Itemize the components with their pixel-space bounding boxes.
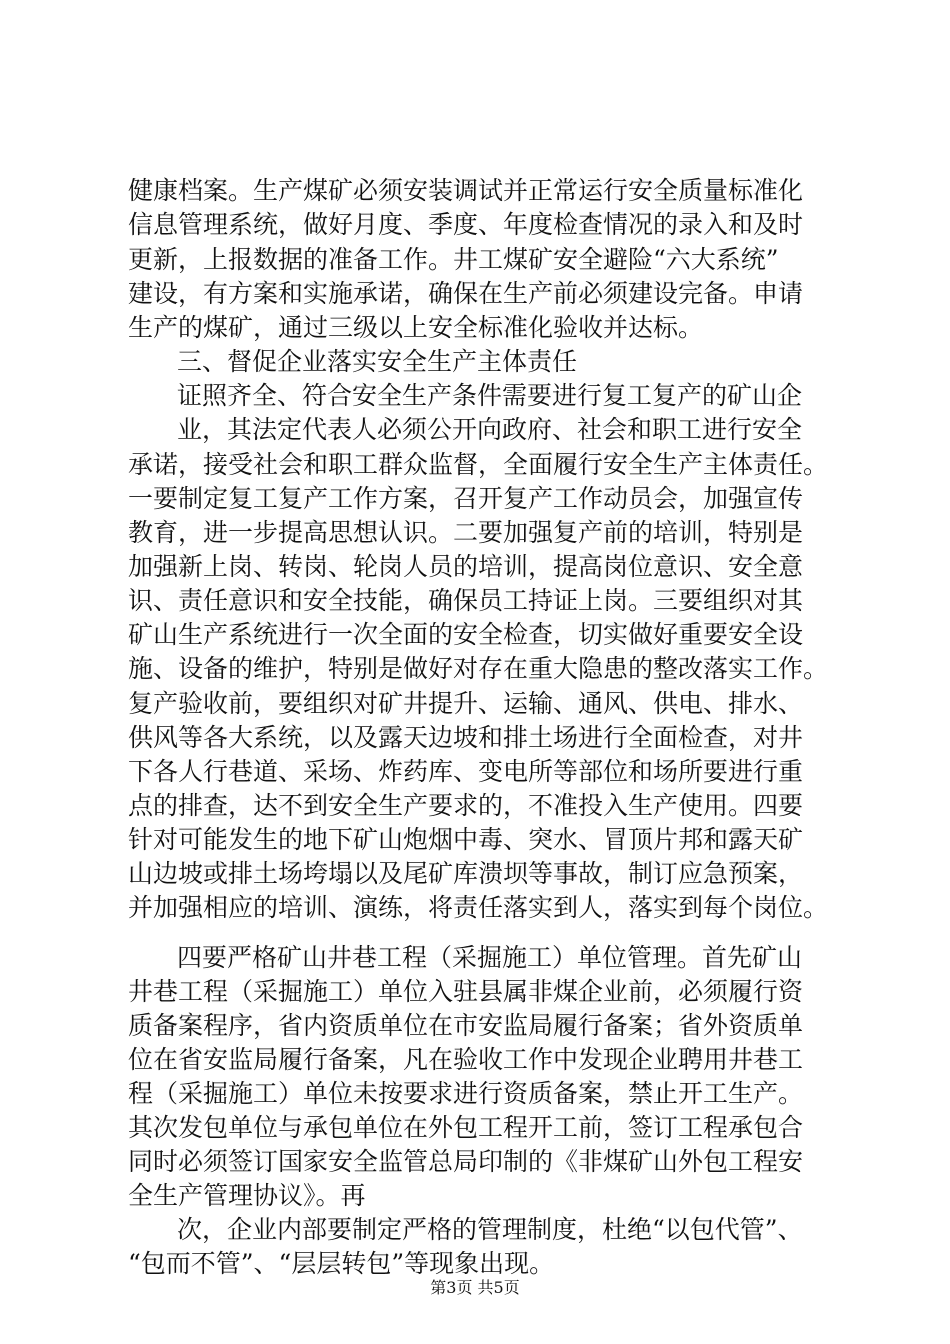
body-text-line: “包而不管”、“层层转包”等现象出现。 [128, 1249, 555, 1278]
body-text-line: 建设，有方案和实施承诺，确保在生产前必须建设完备。申请 [128, 279, 804, 308]
page-footer: 第3页 共5页 [430, 1278, 520, 1297]
section-heading: 三、督促企业落实安全生产主体责任 [177, 347, 578, 376]
body-text-line: 信息管理系统，做好月度、季度、年度检查情况的录入和及时 [128, 210, 804, 239]
body-text-line: 并加强相应的培训、演练，将责任落实到人，落实到每个岗位。 [128, 893, 829, 922]
body-text-line: 承诺，接受社会和职工群众监督，全面履行安全生产主体责任。 [128, 450, 829, 479]
body-text-line: 位在省安监局履行备案，凡在验收工作中发现企业聘用井巷工 [128, 1045, 804, 1074]
body-text-line: 识、责任意识和安全技能，确保员工持证上岗。三要组织对其 [128, 586, 804, 615]
body-text-line: 其次发包单位与承包单位在外包工程开工前，签订工程承包合 [128, 1113, 804, 1142]
body-text-line: 证照齐全、符合安全生产条件需要进行复工复产的矿山企 [177, 381, 803, 410]
body-text-line: 同时必须签订国家安全监管总局印制的《非煤矿山外包工程安 [128, 1147, 804, 1176]
body-text-line: 加强新上岗、转岗、轮岗人员的培训，提高岗位意识、安全意 [128, 552, 804, 581]
body-text-line: 业，其法定代表人必须公开向政府、社会和职工进行安全 [177, 415, 803, 444]
body-text-line: 生产的煤矿，通过三级以上安全标准化验收并达标。 [128, 313, 704, 342]
body-text-line: 一要制定复工复产工作方案，召开复产工作动员会，加强宣传 [128, 484, 804, 513]
body-text-line: 井巷工程（采掘施工）单位入驻县属非煤企业前，必须履行资 [128, 977, 804, 1006]
body-text-line: 矿山生产系统进行一次全面的安全检查，切实做好重要安全设 [128, 620, 804, 649]
body-text-line: 四要严格矿山井巷工程（采掘施工）单位管理。首先矿山 [177, 943, 803, 972]
body-text-line: 教育，进一步提高思想认识。二要加强复产前的培训，特别是 [128, 518, 804, 547]
body-text-line: 施、设备的维护，特别是做好对存在重大隐患的整改落实工作。 [128, 654, 829, 683]
body-text-line: 更新，上报数据的准备工作。井工煤矿安全避险“六大系统” [128, 245, 779, 274]
body-text-line: 全生产管理协议》。再 [128, 1181, 366, 1210]
body-text-line: 针对可能发生的地下矿山炮烟中毒、突水、冒顶片邦和露天矿 [128, 825, 804, 854]
body-text-line: 复产验收前，要组织对矿井提升、运输、通风、供电、排水、 [128, 689, 804, 718]
body-text-line: 点的排查，达不到安全生产要求的，不准投入生产使用。四要 [128, 791, 804, 820]
body-text-line: 健康档案。生产煤矿必须安装调试并正常运行安全质量标准化 [128, 176, 804, 205]
body-text-line: 次，企业内部要制定严格的管理制度，杜绝“以包代管”、 [177, 1215, 803, 1244]
body-text-line: 下各人行巷道、采场、炸药库、变电所等部位和场所要进行重 [128, 757, 804, 786]
body-text-line: 供风等各大系统，以及露天边坡和排土场进行全面检查，对井 [128, 723, 804, 752]
body-text-line: 程（采掘施工）单位未按要求进行资质备案，禁止开工生产。 [128, 1079, 804, 1108]
body-text-line: 山边坡或排土场垮塌以及尾矿库溃坝等事故，制订应急预案， [128, 859, 804, 888]
body-text-line: 质备案程序，省内资质单位在市安监局履行备案；省外资质单 [128, 1011, 804, 1040]
